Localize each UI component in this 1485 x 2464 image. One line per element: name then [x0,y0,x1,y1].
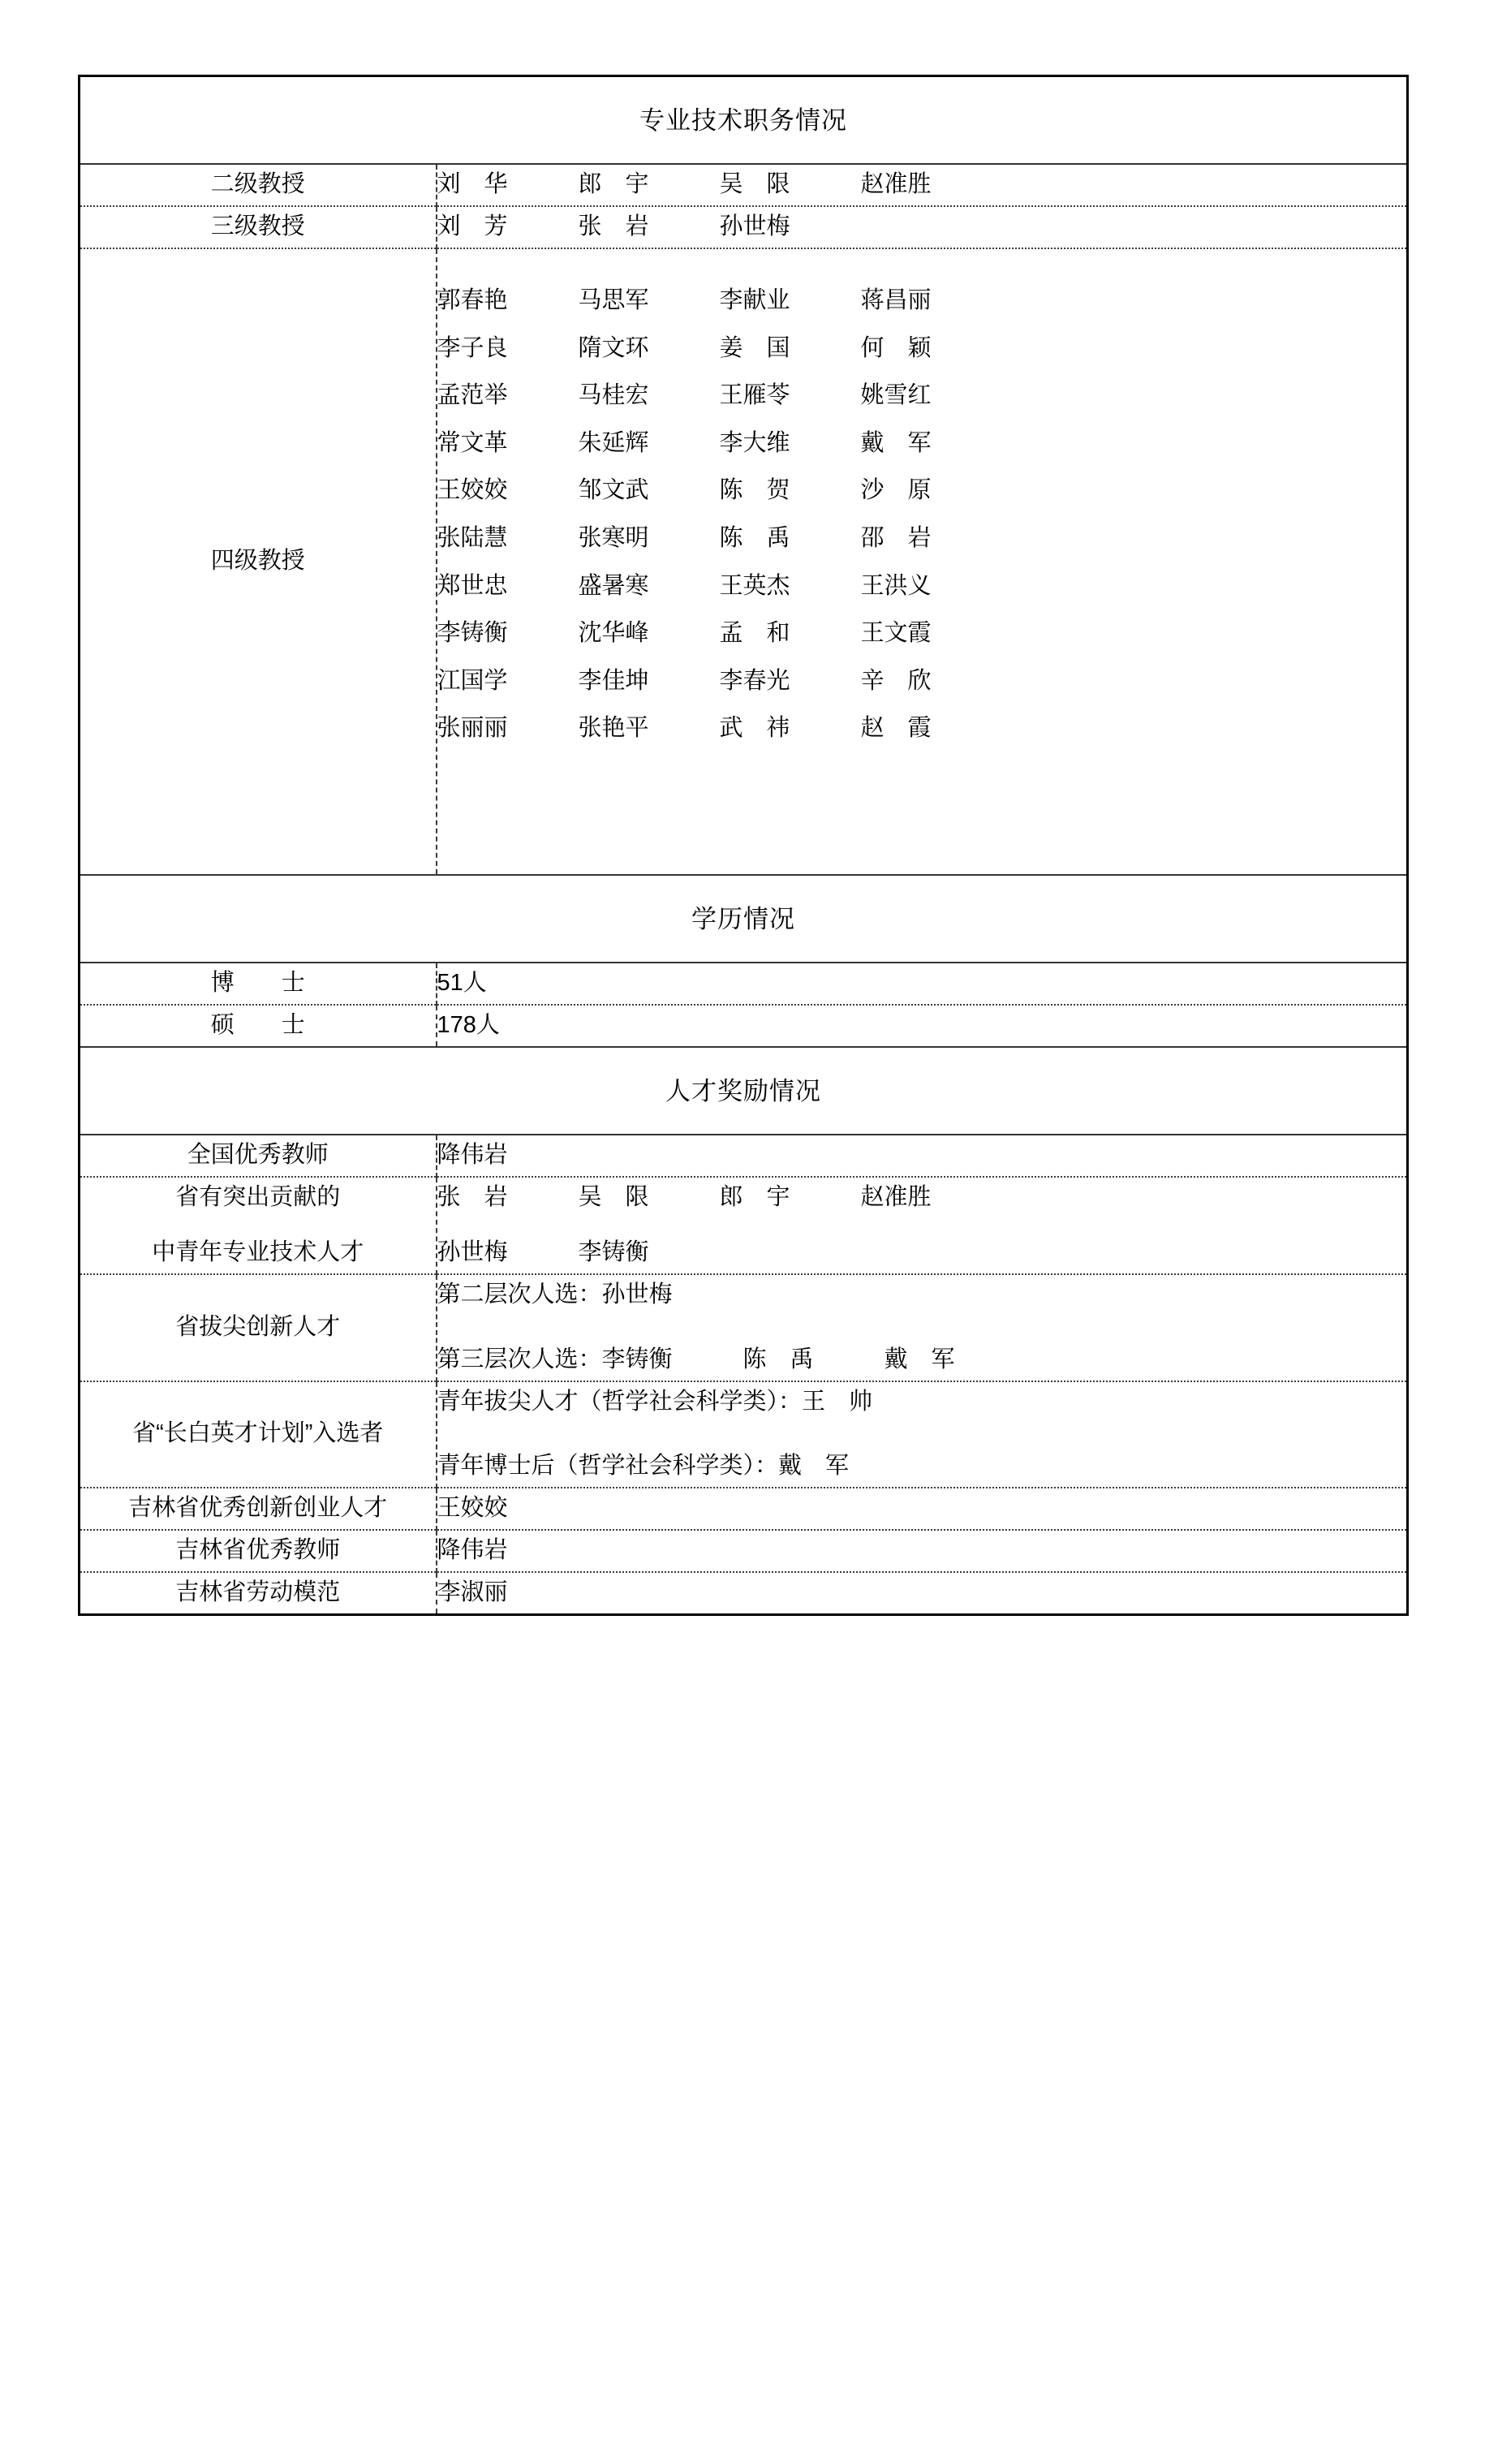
row-label-level-two-professor [80,164,437,206]
row-label-jilin-model-worker [80,1572,437,1614]
table-row [80,963,1408,1005]
section-header-education-background [80,875,1408,963]
row-label-text: 省有突出贡献的 [175,1184,341,1211]
table-row [80,1530,1408,1572]
row-label-text: 吉林省优秀创新创业人才 [128,1495,388,1522]
section-title: 人才奖励情况 [665,1076,821,1105]
name-list-line: 降伟岩 [437,1142,508,1169]
name-list-line: 张 岩 吴 限 郎 宇 赵准胜 [437,1184,932,1211]
row-label-text: 二级教授 [210,171,305,198]
row-label-provincial-outstanding-contribution [80,1177,437,1274]
table-row [80,206,1408,248]
row-label-text: 博 士 [210,970,305,997]
row-label-national-outstanding-teacher [80,1135,437,1177]
row-label-text: 四级教授 [210,548,305,574]
row-label-text: 中青年专业技术人才 [152,1238,364,1265]
table-row [80,1135,1408,1177]
name-list-line: 张丽丽 张艳平 武 祎 赵 霞 [437,715,932,742]
row-label-level-four-professor [80,248,437,875]
row-label-text: 吉林省劳动模范 [175,1579,341,1606]
row-label-provincial-top-innovation-talent [80,1274,437,1381]
row-value-jilin-outstanding-entrepreneur [437,1488,1408,1530]
row-value-doctorate-count [437,963,1408,1005]
row-value-masters-count [437,1005,1408,1047]
row-label-jilin-outstanding-teacher [80,1530,437,1572]
name-list-line: 李淑丽 [437,1579,508,1606]
row-label-doctorate [80,963,437,1005]
row-label-text: 三级教授 [210,213,305,240]
count-text: 51人 [437,970,487,997]
section-header-cell [80,76,1408,165]
name-list-line: 刘 华 郎 宇 吴 限 赵准胜 [437,171,932,198]
table-row [80,1488,1408,1530]
row-label-text: 吉林省优秀教师 [175,1537,341,1564]
name-list-line: 常文革 朱延辉 李大维 戴 军 [437,429,932,456]
table-row [80,1005,1408,1047]
name-list-line: 张陆慧 张寒明 陈 禹 邵 岩 [437,524,932,551]
name-list-line: 李铸衡 沈华峰 孟 和 王文霞 [437,620,932,647]
row-value-level-four-professor [437,248,1408,875]
table-row [80,164,1408,206]
row-value-level-two-professor [437,164,1408,206]
table-row [80,1381,1408,1488]
name-list-line: 降伟岩 [437,1537,508,1564]
section-header-cell [80,1047,1408,1135]
name-list-line: 孙世梅 李铸衡 [437,1238,649,1265]
row-value-jilin-model-worker [437,1572,1408,1614]
row-value-changbai-talent-plan [437,1381,1408,1488]
name-list-line: 郭春艳 马思军 李献业 蒋昌丽 [437,287,932,314]
row-value-level-three-professor [437,206,1408,248]
row-label-text: 硕 士 [210,1012,305,1038]
faculty-overview-table [78,75,1409,1616]
row-label-text: 全国优秀教师 [187,1142,329,1169]
row-label-level-three-professor [80,206,437,248]
tier-two-line: 第二层次人选：孙世梅 [437,1281,673,1307]
row-value-jilin-outstanding-teacher [437,1530,1408,1572]
name-list-line: 郑世忠 盛暑寒 王英杰 王洪义 [437,572,932,599]
section-header-professional-titles [80,76,1408,165]
section-header-cell [80,875,1408,963]
name-list-line: 孟范举 马桂宏 王雁苓 姚雪红 [437,382,932,409]
young-postdoc-line: 青年博士后（哲学社会科学类）：戴 军 [437,1453,850,1480]
section-title: 专业技术职务情况 [639,106,847,135]
table-row [80,1572,1408,1614]
table-row [80,1177,1408,1274]
name-list-line: 江国学 李佳坤 李春光 辛 欣 [437,667,932,694]
row-label-changbai-talent-plan [80,1381,437,1488]
row-label-masters [80,1005,437,1047]
row-label-text: 省“长白英才计划”入选者 [132,1420,384,1447]
row-value-provincial-top-innovation-talent [437,1274,1408,1381]
name-list-line: 刘 芳 张 岩 孙世梅 [437,213,790,240]
young-top-talent-line: 青年拔尖人才（哲学社会科学类）：王 帅 [437,1388,873,1415]
table-row [80,248,1408,875]
table-row [80,1274,1408,1381]
count-text: 178人 [437,1012,500,1038]
section-title: 学历情况 [691,904,795,933]
name-list-line: 李子良 隋文环 姜 国 何 颖 [437,334,932,361]
name-list-line: 王姣姣 邹文武 陈 贺 沙 原 [437,477,932,504]
row-value-provincial-outstanding-contribution [437,1177,1408,1274]
section-header-talent-awards [80,1047,1408,1135]
row-label-jilin-outstanding-entrepreneur [80,1488,437,1530]
row-value-national-outstanding-teacher [437,1135,1408,1177]
tier-three-line: 第三层次人选：李铸衡 陈 禹 戴 军 [437,1346,955,1372]
name-list-line: 王姣姣 [437,1495,508,1522]
row-label-text: 省拔尖创新人才 [175,1313,341,1340]
